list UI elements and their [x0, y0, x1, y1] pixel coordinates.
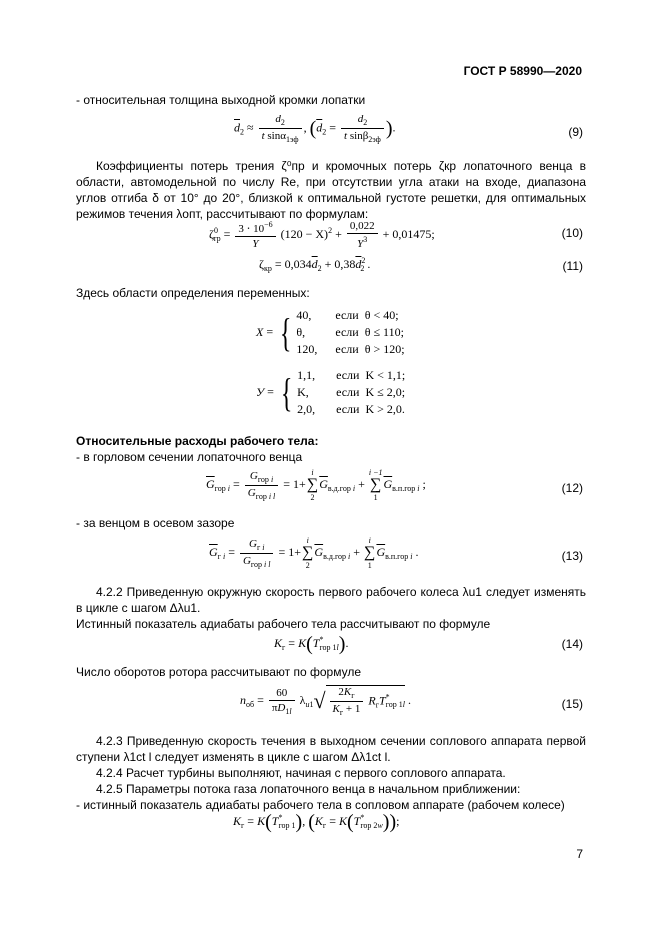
paragraph-4-2-2: 4.2.2 Приведенную окружную скорость первого рабочего колеса λu1 следует изменять в цикле с шагом Δλu1. [76, 585, 586, 615]
heading-relative-rates: Относительные расходы рабочего тела: [76, 434, 319, 448]
const-0-01475: 0,01475; [392, 226, 435, 241]
paragraph-4-2-5: 4.2.5 Параметры потока газа лопаточного венца в начальном приближении: [96, 782, 521, 796]
equation-12: $\overline{G}_{гор i}$ = $\frac{G_{гор i}}{G_{гор i l}}$ = 1+i ∑ $2\overline{G}_{в.д.гор i} + i -1$ ∑ $1\overline{G}_{в.п.гор i}$ ; [206, 468, 426, 502]
paragraph-4-2-4: 4.2.4 Расчет турбины выполняют, начиная с первого соплового аппарата. [96, 766, 506, 780]
paragraph-throat: - в горловом сечении лопаточного венца [76, 450, 303, 464]
paragraph-adiabat: Истинный показатель адиабаты рабочего тела рассчитывают по формуле [76, 617, 491, 631]
equation-x-cases: X = { 40, если θ < 40; θ, если θ ≤ 110; 120, если θ > 120; [256, 308, 405, 356]
paragraph-blade-thickness: - относительная толщина выходной кромки лопатки [76, 93, 366, 107]
paragraph-nozzle-adiabat: - истинный показатель адиабаты рабочего тела в сопловом аппарате (рабочем колесе) [76, 798, 565, 812]
equation-number-13: (13) [561, 549, 583, 563]
equation-y-cases: У = { 1,1, если K < 1,1; K, если K ≤ 2,0; 2,0, если K > 2,0. [256, 368, 406, 416]
equation-10: $\zeta^0_{тр}$ = $\frac{3 \cdot 10^{-6}}{Y}$ $(120 - X)^2$ + $\frac{0,022}{Y^3}$ + 0,01475; [209, 220, 435, 250]
equation-15: $n_{об}$ = $\frac{60}{\pi D_{1l}}$ $\lambda_{u1}√$ $\frac{2K_г}{K_г + 1}$ $R_гT^*_{гор 1l}$ . [240, 686, 411, 717]
paragraph-4-2-3: 4.2.3 Приведенную скорость течения в выходном сечении соплового аппарата первой ступени λ1ct l следует изменять в цикле с шагом Δλ1ct l. [76, 734, 586, 764]
equation-number-12: (12) [561, 481, 583, 495]
equation-number-14: (14) [561, 637, 583, 651]
equation-nozzle-adiabat: $K_г = K(T^*_{гор 1})$, $(K_г = K(T^*_{гор 2w}))$; [233, 811, 400, 833]
page-number: 7 [576, 847, 583, 861]
standard-header: ГОСТ Р 58990—2020 [463, 64, 582, 78]
paragraph-domains: Здесь области определения переменных: [76, 286, 310, 300]
equation-number-11: (11) [562, 259, 583, 273]
equation-number-15: (15) [561, 697, 583, 711]
const-3e-6: 3 ⋅ 10 [238, 223, 265, 235]
paragraph-axial-gap: - за венцом в осевом зазоре [76, 516, 235, 530]
equation-number-10: (10) [561, 226, 583, 240]
term-120-x: (120 − X) [280, 226, 329, 241]
equation-number-9: (9) [568, 125, 583, 139]
equation-13: $\overline{G}_{г i}$ = $\frac{G_{г i}}{G_{гор i l}}$ = 1+i ∑ $2\overline{G}_{в.д.гор i} + i$ ∑ $1\overline{G}_{в.п.гор i}$ . [209, 536, 419, 570]
equation-9: $\overline{d}_2$ ≈ $\frac{d_2}{t \sin\alpha_{1эф}}$ , ($\overline{d}_2$ = $\frac{d_2}{t \sin\beta_{2эф}}$ ). [234, 113, 396, 144]
equation-14: $K_г = K(T^*_{гор 1l})$. [274, 633, 349, 655]
const-0-022: 0,022 [347, 220, 378, 234]
equation-11: $\zeta_{кр} = 0,034\overline{d}_2 + 0,38\overline{d}^2_2$ . [259, 256, 371, 273]
paragraph-loss-coefficients: Коэффициенты потерь трения ζ⁰пр и кромочных потерь ζкр лопаточного венца в области, автомодельной по числу Re, при отсутствии угла атаки на входе, диапазона углов отгиба δ от 10° до 20°, близкой к оптимальной густоте решетки, для оптимальных режимов течения λопт, рассчитывают по формулам: [76, 159, 586, 221]
paragraph-rpm: Число оборотов ротора рассчитывают по формуле [76, 665, 361, 679]
